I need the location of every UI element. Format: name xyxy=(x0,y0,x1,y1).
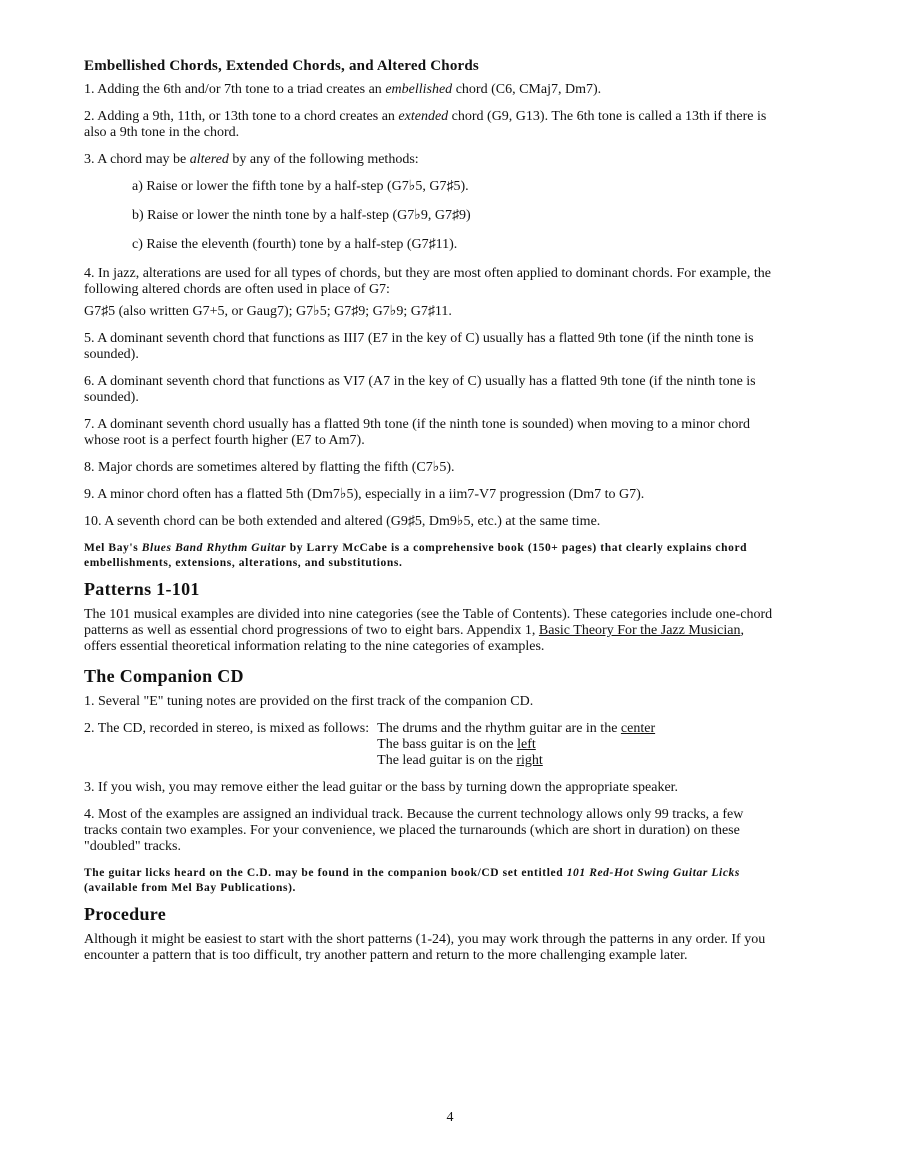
paragraph-6: 6. A dominant seventh chord that functions as VI7 (A7 in the key of C) usually has a flatted 9th tone (if the ninth tone is sounded). xyxy=(84,374,756,405)
section-heading-chords: Embellished Chords, Extended Chords, and Altered Chords xyxy=(84,58,479,74)
mix-line-center: The drums and the rhythm guitar are in the center xyxy=(377,721,656,736)
paragraph-8: 8. Major chords are sometimes altered by flatting the fifth (C7♭5). xyxy=(84,460,455,475)
mix-list xyxy=(377,721,655,769)
cd-mix-description: 2. The CD, recorded in stereo, is mixed as follows: The drums and the rhythm guitar are in the center The bass guitar is on the left The lead guitar is on the right xyxy=(84,721,656,768)
section-heading-procedure: Procedure xyxy=(84,904,167,924)
mix-line-right: The lead guitar is on the right xyxy=(377,753,543,768)
page-content xyxy=(84,58,774,975)
paragraph-7: 7. A dominant seventh chord usually has a flatted 9th tone (if the ninth tone is sounded) when moving to a minor chord whose root is a perfect fourth higher (E7 to Am7). xyxy=(84,417,751,448)
page-number: 4 xyxy=(446,1110,454,1125)
paragraph-2: 2. Adding a 9th, 11th, or 13th tone to a chord creates an extended chord (G9, G13). The 6th tone is called a 13th if there is also a 9th tone in the chord. xyxy=(84,109,767,140)
patterns-paragraph: The 101 musical examples are divided into nine categories (see the Table of Contents). These categories include one-chord patterns as well as essential chord progressions of two to eight bars. Appendix 1, Basic Theory For the Jazz Musician, offers essential theoretical information relating to the nine categories of examples. xyxy=(84,607,773,654)
mix-line-left: The bass guitar is on the left xyxy=(377,737,536,752)
cd-paragraph-3: 3. If you wish, you may remove either the lead guitar or the bass by turning down the appropriate speaker. xyxy=(84,780,679,795)
book-note-blues: Mel Bay's Blues Band Rhythm Guitar by Larry McCabe is a comprehensive book (150+ pages) that clearly explains chord embellishments, extensions, alterations, and substitutions. xyxy=(84,542,748,569)
procedure-paragraph: Although it might be easiest to start with the short patterns (1-24), you may work through the patterns in any order. If you encounter a pattern that is too difficult, try another pattern and return to the more challenging example later. xyxy=(84,932,766,963)
paragraph-4: 4. In jazz, alterations are used for all types of chords, but they are most often applied to dominant chords. For example, the following altered chords are often used in place of G7: xyxy=(84,266,771,297)
alteration-method-b: b) Raise or lower the ninth tone by a half-step (G7♭9, G7♯9) xyxy=(132,208,471,223)
paragraph-3: 3. A chord may be altered by any of the following methods: xyxy=(84,152,419,167)
book-note-licks: The guitar licks heard on the C.D. may be found in the companion book/CD set entitled 101 Red-Hot Swing Guitar Licks (available from Mel Bay Publications). xyxy=(84,867,740,894)
alteration-method-a: a) Raise or lower the fifth tone by a half-step (G7♭5, G7♯5). xyxy=(132,179,469,194)
cd-paragraph-4: 4. Most of the examples are assigned an individual track. Because the current technology allows only 99 tracks, a few tracks contain two examples. For your convenience, we placed the turnarounds (which are short in duration) on these "doubled" tracks. xyxy=(84,807,744,854)
alteration-method-c: c) Raise the eleventh (fourth) tone by a half-step (G7♯11). xyxy=(132,237,458,252)
paragraph-10: 10. A seventh chord can be both extended and altered (G9♯5, Dm9♭5, etc.) at the same time. xyxy=(84,514,601,529)
paragraph-5: 5. A dominant seventh chord that functions as III7 (E7 in the key of C) usually has a flatted 9th tone (if the ninth tone is sounded). xyxy=(84,331,754,362)
altered-chord-list: G7♯5 (also written G7+5, or Gaug7); G7♭5; G7♯9; G7♭9; G7♯11. xyxy=(84,304,452,319)
paragraph-1: 1. Adding the 6th and/or 7th tone to a triad creates an embellished chord (C6, CMaj7, Dm7). xyxy=(84,82,602,97)
section-heading-patterns: Patterns 1-101 xyxy=(84,579,200,599)
paragraph-9: 9. A minor chord often has a flatted 5th (Dm7♭5), especially in a iim7-V7 progression (Dm7 to G7). xyxy=(84,487,645,502)
section-heading-cd: The Companion CD xyxy=(84,666,244,686)
cd-paragraph-1: 1. Several "E" tuning notes are provided on the first track of the companion CD. xyxy=(84,694,534,709)
